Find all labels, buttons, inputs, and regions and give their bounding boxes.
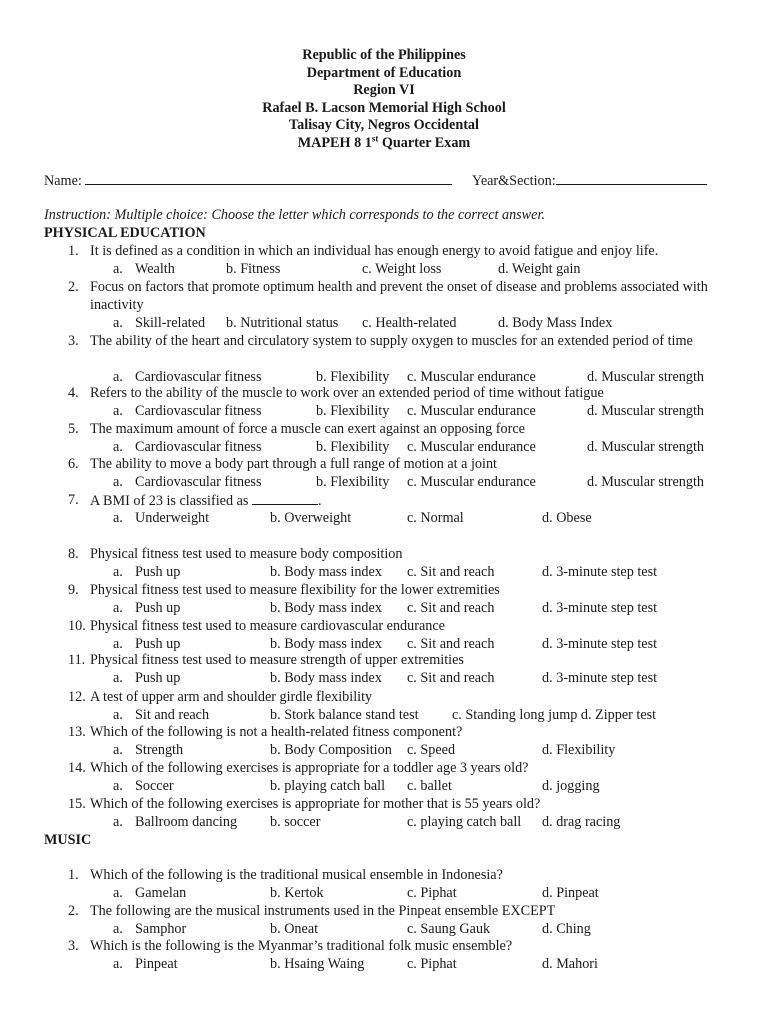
option-text: Wealth [135, 260, 175, 277]
question-number: 3. [68, 938, 79, 954]
question-text: Which of the following exercises is appropriate for mother that is 55 years old? [90, 796, 541, 812]
answer-options [44, 439, 764, 457]
option-text: d. 3-minute step test [542, 669, 658, 686]
question-text [90, 492, 730, 511]
option-text: Gamelan [135, 884, 187, 901]
option-letter: a. [113, 777, 123, 794]
answer-option[interactable] [542, 636, 657, 654]
option-text: Sit and reach [135, 706, 210, 723]
question-text: Physical fitness test used to measure flexibility for the lower extremities [90, 582, 500, 598]
option-text: Pinpeat [135, 955, 178, 972]
answer-option[interactable] [407, 778, 452, 796]
answer-option[interactable] [407, 814, 521, 832]
answer-options [44, 510, 764, 528]
answer-option[interactable] [407, 670, 494, 688]
option-text: b. Overweight [270, 509, 352, 526]
option-text: c. playing catch ball [407, 813, 522, 830]
answer-option[interactable] [270, 564, 382, 582]
option-text: Soccer [135, 777, 174, 794]
answer-option[interactable] [270, 707, 419, 725]
option-text: d. Mahori [542, 955, 598, 972]
year-section-field[interactable] [556, 172, 707, 185]
question-number: 6. [68, 456, 79, 472]
option-text: Push up [135, 563, 181, 580]
question-text: Which of the following exercises is appropriate for a toddler age 3 years old? [90, 760, 529, 776]
option-text: d. Weight gain [498, 260, 581, 277]
answer-option[interactable] [542, 670, 657, 688]
answer-option[interactable] [587, 369, 704, 387]
option-text: c. ballet [407, 777, 452, 794]
answer-options [44, 670, 764, 688]
answer-option[interactable] [407, 510, 464, 528]
answer-option[interactable] [407, 439, 536, 457]
option-text: c. Standing long jump d. Zipper test [452, 706, 657, 723]
option-text: b. Body mass index [270, 669, 382, 686]
answer-option[interactable] [587, 474, 704, 492]
answer-options [44, 921, 764, 939]
option-text: b. Flexibility [316, 368, 390, 385]
question-number: 5. [68, 421, 79, 437]
option-letter: a. [113, 402, 123, 419]
option-text: d. drag racing [542, 813, 621, 830]
option-text: b. Body mass index [270, 599, 382, 616]
option-letter: a. [113, 599, 123, 616]
option-letter: a. [113, 920, 123, 937]
option-text: Cardiovascular fitness [135, 473, 262, 490]
option-text: d. 3-minute step test [542, 599, 658, 616]
answer-option[interactable] [407, 564, 494, 582]
option-letter: a. [113, 438, 123, 455]
answer-options [44, 956, 764, 974]
answer-options [44, 600, 764, 618]
answer-option[interactable] [542, 956, 598, 974]
answer-option[interactable] [542, 921, 591, 939]
header-school: Rafael B. Lacson Memorial High School [262, 99, 506, 116]
exam-title [0, 135, 768, 153]
option-text: c. Muscular endurance [407, 368, 536, 385]
answer-options [44, 564, 764, 582]
year-section-label: Year&Section: [472, 173, 556, 189]
question-text: Physical fitness test used to measure strength of upper extremities [90, 652, 464, 668]
option-text: c. Sit and reach [407, 635, 495, 652]
answer-option[interactable] [226, 261, 280, 279]
answer-option[interactable] [407, 885, 457, 903]
question-text: The following are the musical instruments used in the Pinpeat ensemble EXCEPT [90, 903, 556, 919]
answer-option[interactable] [270, 510, 351, 528]
question-text: The ability of the heart and circulatory system to supply oxygen to muscles for an extended period of time [90, 333, 693, 349]
question-number: 1. [68, 243, 79, 259]
question-number: 9. [68, 582, 79, 598]
student-info-line [44, 172, 724, 191]
question-text-part: A BMI of 23 is classified as [90, 493, 252, 509]
option-text: b. Oneat [270, 920, 319, 937]
answer-option[interactable] [498, 315, 612, 333]
answer-option[interactable] [407, 474, 536, 492]
option-text: b. Fitness [226, 260, 281, 277]
exam-title-ordinal: st [371, 133, 379, 144]
answer-options [44, 261, 764, 279]
option-letter: a. [113, 314, 123, 331]
option-text: d. Flexibility [542, 741, 616, 758]
answer-options [44, 403, 764, 421]
answer-option[interactable] [226, 315, 338, 333]
question-text-end: . [317, 493, 322, 509]
answer-option[interactable] [542, 600, 657, 618]
option-letter: a. [113, 669, 123, 686]
option-text: b. Nutritional status [226, 314, 339, 331]
option-text: Push up [135, 669, 181, 686]
exam-title-main: MAPEH 8 1 [297, 134, 372, 151]
option-letter: a. [113, 368, 123, 385]
question-text: Physical fitness test used to measure cardiovascular endurance [90, 618, 445, 634]
option-text: c. Normal [407, 509, 464, 526]
answer-option[interactable] [407, 403, 536, 421]
answer-option[interactable] [270, 956, 364, 974]
option-text: b. Hsaing Waing [270, 955, 365, 972]
question-number: 1. [68, 867, 79, 883]
option-text: b. playing catch ball [270, 777, 386, 794]
option-text: c. Weight loss [362, 260, 442, 277]
option-letter: a. [113, 635, 123, 652]
answer-option[interactable] [316, 369, 389, 387]
pe-section-title: PHYSICAL EDUCATION [44, 225, 206, 241]
answer-option[interactable] [316, 439, 389, 457]
answer-option[interactable] [407, 956, 457, 974]
option-text: b. Body mass index [270, 563, 382, 580]
question-text: The maximum amount of force a muscle can exert against an opposing force [90, 421, 525, 437]
answer-option[interactable] [270, 921, 318, 939]
name-field[interactable] [85, 172, 452, 185]
name-label: Name: [44, 173, 82, 189]
question-text: Which of the following is the traditional musical ensemble in Indonesia? [90, 867, 503, 883]
option-text: b. Flexibility [316, 473, 390, 490]
answer-options [44, 742, 764, 760]
question-number: 11. [68, 652, 86, 668]
answer-options [44, 369, 764, 387]
answer-option[interactable] [542, 564, 657, 582]
option-text: c. Sit and reach [407, 669, 495, 686]
question-text: Refers to the ability of the muscle to work over an extended period of time without fatigue [90, 385, 604, 401]
option-text: b. soccer [270, 813, 321, 830]
option-text: Push up [135, 635, 181, 652]
answer-option[interactable] [270, 636, 382, 654]
question-number: 15. [68, 796, 86, 812]
option-text: d. Obese [542, 509, 592, 526]
option-text: d. Ching [542, 920, 591, 937]
question-text: Which of the following is not a health-related fitness component? [90, 724, 463, 740]
option-text: d. 3-minute step test [542, 635, 658, 652]
answer-option[interactable] [498, 261, 581, 279]
header-department: Department of Education [306, 64, 462, 81]
question-number: 14. [68, 760, 86, 776]
option-text: c. Health-related [362, 314, 457, 331]
answer-options [44, 885, 764, 903]
answer-option[interactable] [542, 742, 615, 760]
answer-option[interactable] [316, 403, 389, 421]
answer-option[interactable] [270, 778, 385, 796]
option-text: c. Piphat [407, 884, 457, 901]
answer-option[interactable] [542, 885, 599, 903]
answer-option[interactable] [362, 315, 457, 333]
answer-options [44, 474, 764, 492]
option-text: Push up [135, 599, 181, 616]
option-text: c. Sit and reach [407, 563, 495, 580]
option-text: d. Muscular strength [587, 438, 705, 455]
answer-option[interactable] [407, 369, 536, 387]
question-text: Which is the following is the Myanmar’s traditional folk music ensemble? [90, 938, 513, 954]
answer-options [44, 315, 764, 333]
option-text: b. Body Composition [270, 741, 392, 758]
answer-option[interactable] [407, 600, 494, 618]
option-text: b. Body mass index [270, 635, 382, 652]
year-section-group [472, 172, 707, 191]
answer-option[interactable] [407, 636, 494, 654]
option-text: d. Body Mass Index [498, 314, 613, 331]
option-text: Cardiovascular fitness [135, 438, 262, 455]
question-number: 4. [68, 385, 79, 401]
answer-option[interactable] [452, 707, 656, 725]
answer-options [44, 814, 764, 832]
answer-option[interactable] [587, 439, 704, 457]
option-letter: a. [113, 706, 123, 723]
answer-option[interactable] [542, 510, 592, 528]
option-text: c. Sit and reach [407, 599, 495, 616]
question-number: 12. [68, 689, 86, 705]
option-letter: a. [113, 260, 123, 277]
header-city: Talisay City, Negros Occidental [289, 117, 479, 134]
header-republic: Republic of the Philippines [302, 47, 466, 63]
answer-option[interactable] [407, 921, 490, 939]
option-text: Underweight [135, 509, 210, 526]
answer-options [44, 778, 764, 796]
question-text: Focus on factors that promote optimum health and prevent the onset of disease and problems associated with inactivity [90, 279, 708, 313]
option-text: c. Muscular endurance [407, 438, 536, 455]
answer-option[interactable] [270, 670, 382, 688]
question-number: 2. [68, 279, 79, 295]
option-text: Skill-related [135, 314, 206, 331]
answer-option[interactable] [587, 403, 704, 421]
answer-option[interactable] [542, 778, 600, 796]
answer-option[interactable] [270, 600, 382, 618]
option-letter: a. [113, 509, 123, 526]
option-text: d. Pinpeat [542, 884, 599, 901]
instruction-text: Instruction: Multiple choice: Choose the letter which corresponds to the correct answer. [44, 207, 545, 223]
option-text: Cardiovascular fitness [135, 368, 262, 385]
question-text: It is defined as a condition in which an individual has enough energy to avoid fatigue and enjoy life. [90, 243, 659, 259]
question-text: Physical fitness test used to measure body composition [90, 546, 403, 562]
option-text: Samphor [135, 920, 187, 937]
option-text: Cardiovascular fitness [135, 402, 262, 419]
option-text: Ballroom dancing [135, 813, 238, 830]
answer-option[interactable] [407, 742, 455, 760]
option-text: d. Muscular strength [587, 368, 705, 385]
option-text: c. Saung Gauk [407, 920, 491, 937]
option-letter: a. [113, 473, 123, 490]
question-number: 10. [68, 618, 86, 634]
answer-options [44, 707, 764, 725]
answer-option[interactable] [270, 742, 392, 760]
answer-option[interactable] [270, 814, 320, 832]
option-text: d. 3-minute step test [542, 563, 658, 580]
option-text: d. jogging [542, 777, 600, 794]
question-number: 3. [68, 333, 79, 349]
option-text: c. Muscular endurance [407, 473, 536, 490]
option-text: b. Stork balance stand test [270, 706, 419, 723]
document-header [0, 47, 768, 153]
header-region: Region VI [353, 82, 415, 99]
question-text: The ability to move a body part through a full range of motion at a joint [90, 456, 498, 472]
option-letter: a. [113, 955, 123, 972]
option-text: b. Flexibility [316, 402, 390, 419]
question-number: 2. [68, 903, 79, 919]
question-number: 8. [68, 546, 79, 562]
answer-option[interactable] [270, 885, 324, 903]
answer-option[interactable] [362, 261, 441, 279]
answer-blank[interactable] [252, 492, 318, 505]
option-text: d. Muscular strength [587, 402, 705, 419]
option-text: c. Speed [407, 741, 456, 758]
option-text: Strength [135, 741, 184, 758]
option-letter: a. [113, 884, 123, 901]
option-letter: a. [113, 741, 123, 758]
option-text: b. Flexibility [316, 438, 390, 455]
option-text: c. Muscular endurance [407, 402, 536, 419]
question-text: A test of upper arm and shoulder girdle flexibility [90, 689, 373, 705]
exam-title-quarter: Quarter Exam [378, 134, 471, 151]
answer-option[interactable] [542, 814, 620, 832]
answer-option[interactable] [316, 474, 389, 492]
option-letter: a. [113, 813, 123, 830]
option-text: b. Kertok [270, 884, 324, 901]
question-number: 13. [68, 724, 86, 740]
option-text: d. Muscular strength [587, 473, 705, 490]
question-number: 7. [68, 492, 79, 508]
option-text: c. Piphat [407, 955, 457, 972]
option-letter: a. [113, 563, 123, 580]
music-section-title: MUSIC [44, 832, 92, 848]
